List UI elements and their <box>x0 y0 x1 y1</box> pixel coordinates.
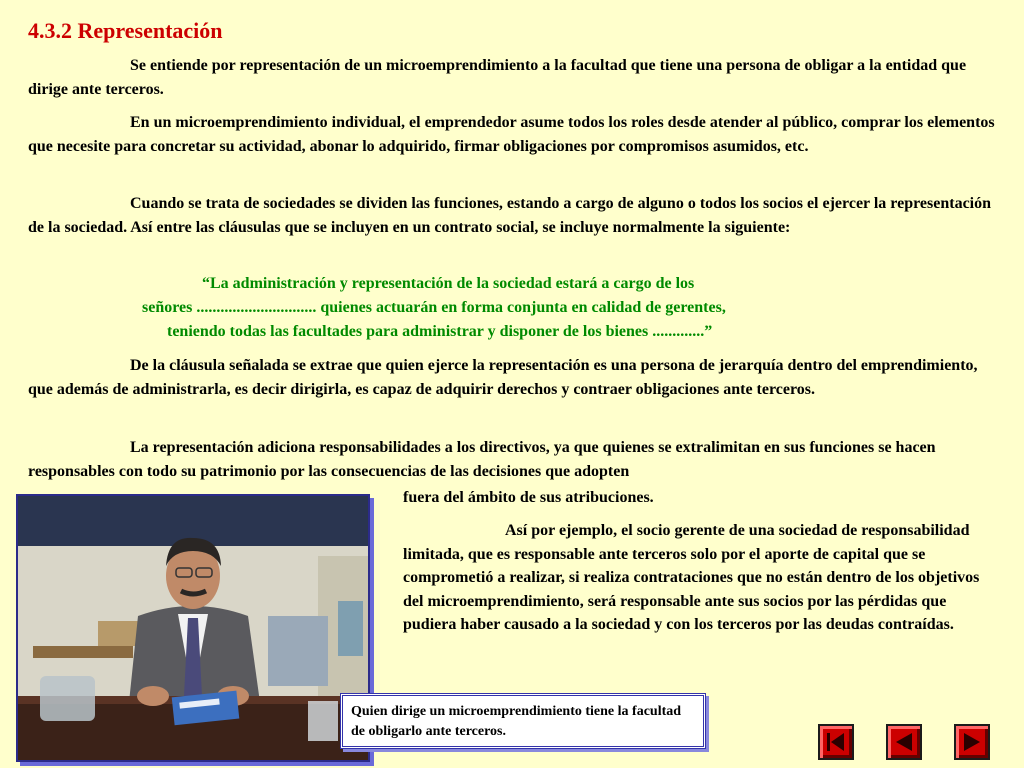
contract-clause-quote <box>28 272 996 344</box>
paragraph-definition: Se entiende por representación de un microemprendimiento a la facultad que tiene una persona de obligar a la entidad que dirige ante terceros. <box>28 57 967 98</box>
photo-frame <box>16 494 370 762</box>
previous-page-button[interactable] <box>886 724 922 760</box>
page-title: 4.3.2 Representación <box>28 18 223 43</box>
paragraph-example: Así por ejemplo, el socio gerente de una sociedad de responsabilidad limitada, que es responsable ante terceros solo por el aporte de capital que se comprometió a realizar, si realiza contrataciones que no están dentro de los objetivos del microemprendimiento, será responsable ante sus socios por las pérdidas que pudiera haber causado a la sociedad y con los terceros por las deudas contraídas. <box>403 522 980 633</box>
paragraph-responsabilidades: La representación adiciona responsabilidades a los directivos, ya que quienes se extralimitan en sus funciones se hacen responsables con todo su patrimonio por las consecuencias de las decisiones que adopten <box>28 439 936 480</box>
quote-line-3: teniendo todas las facultades para administrar y disponer de los bienes .............” <box>167 323 713 340</box>
paragraph-continuation: fuera del ámbito de sus atribuciones. <box>403 489 654 506</box>
first-page-icon <box>820 726 852 758</box>
manager-photo <box>18 496 368 760</box>
next-page-icon <box>956 726 988 758</box>
previous-page-icon <box>888 726 920 758</box>
manager-illustration <box>18 496 368 760</box>
quote-line-2: señores .............................. quienes actuarán en forma conjunta en calidad de gerentes, <box>142 299 726 316</box>
photo-caption: Quien dirige un microemprendimiento tiene la facultad de obligarlo ante terceros. <box>340 693 706 749</box>
next-page-button[interactable] <box>954 724 990 760</box>
paragraph-sociedades: Cuando se trata de sociedades se dividen las funciones, estando a cargo de alguno o todos los socios el ejercer la representación de la sociedad. Así entre las cláusulas que se incluyen en un contrato social, se incluye normalmente la siguiente: <box>28 195 992 236</box>
paragraph-clausula: De la cláusula señalada se extrae que quien ejerce la representación es una persona de jerarquía dentro del emprendimiento, que además de administrarla, es decir dirigirla, es capaz de adquirir derechos y contraer obligaciones ante terceros. <box>28 357 978 398</box>
first-page-button[interactable] <box>818 724 854 760</box>
quote-line-1: “La administración y representación de la sociedad estará a cargo de los <box>202 275 695 292</box>
paragraph-individual: En un microemprendimiento individual, el emprendedor asume todos los roles desde atender al público, comprar los elementos que necesite para concretar su actividad, abonar lo adquirido, firmar obligaciones por compromisos asumidos, etc. <box>28 114 995 155</box>
